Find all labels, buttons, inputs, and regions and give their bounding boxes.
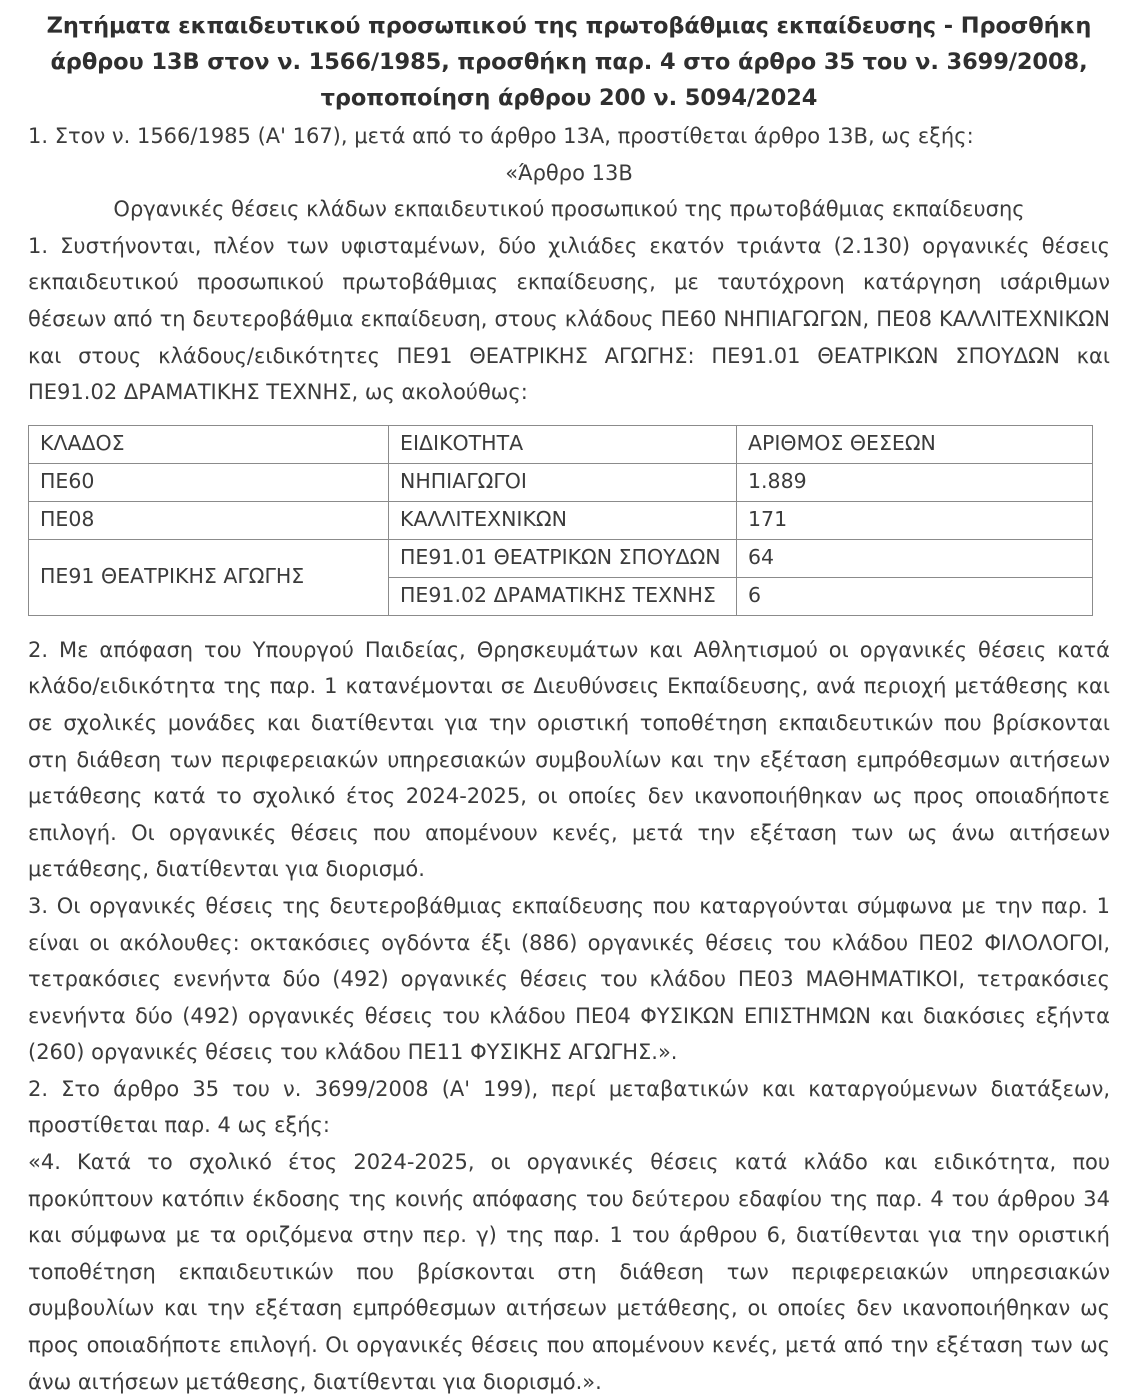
article-subheading: Οργανικές θέσεις κλάδων εκπαιδευτικού προσωπικού της πρωτοβάθμιας εκπαίδευσης (113, 197, 1025, 222)
cell-arithmos: 1.889 (737, 463, 1093, 501)
page-title: Ζητήματα εκπαιδευτικού προσωπικού της πρωτοβάθμιας εκπαίδευσης - Προσθήκη άρθρου 13Β στον ν. 1566/1985, προσθήκη παρ. 4 στο άρθρο 35 του ν. 3699/2008, τροποποίηση άρθρου 200 ν. 5094/2024 (46, 13, 1092, 111)
intro-line: 1. Στον ν. 1566/1985 (Α' 167), μετά από το άρθρο 13Α, προστίθεται άρθρο 13Β, ως εξής: (28, 124, 974, 148)
column-header-eidikotita: ΕΙΔΙΚΟΤΗΤΑ (389, 425, 737, 463)
cell-eidikotita: ΠΕ91.01 ΘΕΑΤΡΙΚΩΝ ΣΠΟΥΔΩΝ (389, 539, 737, 577)
table-row (29, 539, 1093, 577)
cell-arithmos: 6 (737, 577, 1093, 615)
cell-klados: ΠΕ08 (29, 501, 389, 539)
cell-arithmos: 171 (737, 501, 1093, 539)
cell-eidikotita: ΚΑΛΛΙΤΕΧΝΙΚΩΝ (389, 501, 737, 539)
paragraph-5: «4. Κατά το σχολικό έτος 2024-2025, οι οργανικές θέσεις κατά κλάδο και ειδικότητα, που προκύπτουν κατόπιν έκδοσης της κοινής απόφασης του δεύτερου εδαφίου της παρ. 4 του άρθρου 34 και σύμφωνα με τα οριζόμενα στην περ. γ) της παρ. 1 του άρθρου 6, διατίθενται για την οριστική τοποθέτηση εκπαιδευτικών που βρίσκονται στη διάθεση των περιφερειακών υπηρεσιακών συμβουλίων και την εξέταση εμπρόθεσμων αιτήσεων μετάθεσης, οι οποίες δεν ικανοποιήθηκαν ως προς οποιαδήποτε επιλογή. Οι οργανικές θέσεις που απομένουν κενές, μετά από την εξέταση των ως άνω αιτήσεων μετάθεσης, διατίθενται για διορισμό.». (28, 1150, 1110, 1394)
table-row (29, 501, 1093, 539)
cell-eidikotita: ΝΗΠΙΑΓΩΓΟΙ (389, 463, 737, 501)
column-header-klados: ΚΛΑΔΟΣ (29, 425, 389, 463)
cell-klados: ΠΕ60 (29, 463, 389, 501)
cell-arithmos: 64 (737, 539, 1093, 577)
column-header-arithmos: ΑΡΙΘΜΟΣ ΘΕΣΕΩΝ (737, 425, 1093, 463)
organic-positions-table (28, 425, 1093, 616)
paragraph-3: 3. Οι οργανικές θέσεις της δευτεροβάθμιας εκπαίδευσης που καταργούνται σύμφωνα με την παρ. 1 είναι οι ακόλουθες: οκτακόσιες ογδόντα έξι (886) οργανικές θέσεις του κλάδου ΠΕ02 ΦΙΛΟΛΟΓΟΙ, τετρακόσιες ενενήντα δύο (492) οργανικές θέσεις του κλάδου ΠΕ03 ΜΑΘΗΜΑΤΙΚΟΙ, τετρακόσιες ενενήντα δύο (492) οργανικές θέσεις του κλάδου ΠΕ04 ΦΥΣΙΚΩΝ ΕΠΙΣΤΗΜΩΝ και διακόσιες εξήντα (260) οργανικές θέσεις του κλάδου ΠΕ11 ΦΥΣΙΚΗΣ ΑΓΩΓΗΣ.». (28, 893, 1110, 1065)
paragraph-1: 1. Συστήνονται, πλέον των υφισταμένων, δύο χιλιάδες εκατόν τριάντα (2.130) οργανικές θέσεις εκπαιδευτικού προσωπικού πρωτοβάθμιας εκπαίδευσης, με ταυτόχρονη κατάργηση ισάριθμων θέσεων από τη δευτεροβάθμια εκπαίδευση, στους κλάδους ΠΕ60 ΝΗΠΙΑΓΩΓΩΝ, ΠΕ08 ΚΑΛΛΙΤΕΧΝΙΚΩΝ και στους κλάδους/ειδικότητες ΠΕ91 ΘΕΑΤΡΙΚΗΣ ΑΓΩΓΗΣ: ΠΕ91.01 ΘΕΑΤΡΙΚΩΝ ΣΠΟΥΔΩΝ και ΠΕ91.02 ΔΡΑΜΑΤΙΚΗΣ ΤΕΧΝΗΣ, ως ακολούθως: (28, 233, 1110, 405)
paragraph-2: 2. Με απόφαση του Υπουργού Παιδείας, Θρησκευμάτων και Αθλητισμού οι οργανικές θέσεις κατά κλάδο/ειδικότητα της παρ. 1 κατανέμονται σε Διευθύνσεις Εκπαίδευσης, ανά περιοχή μετάθεσης και σε σχολικές μονάδες και διατίθενται για την οριστική τοποθέτηση εκπαιδευτικών που βρίσκονται στη διάθεση των περιφερειακών υπηρεσιακών συμβουλίων και την εξέταση εμπρόθεσμων αιτήσεων μετάθεσης κατά το σχολικό έτος 2024-2025, οι οποίες δεν ικανοποιήθηκαν ως προς οποιαδήποτε επιλογή. Οι οργανικές θέσεις που απομένουν κενές, μετά την εξέταση των ως άνω αιτήσεων μετάθεσης, διατίθενται για διορισμό. (28, 637, 1110, 882)
cell-eidikotita: ΠΕ91.02 ΔΡΑΜΑΤΙΚΗΣ ΤΕΧΝΗΣ (389, 577, 737, 615)
article-heading: «Άρθρο 13Β (505, 160, 633, 185)
cell-klados-merged: ΠΕ91 ΘΕΑΤΡΙΚΗΣ ΑΓΩΓΗΣ (29, 539, 389, 615)
paragraph-4: 2. Στο άρθρο 35 του ν. 3699/2008 (Α' 199), περί μεταβατικών και καταργούμενων διατάξεων, προστίθεται παρ. 4 ως εξής: (28, 1076, 1110, 1138)
table-row (29, 463, 1093, 501)
table-header-row (29, 425, 1093, 463)
